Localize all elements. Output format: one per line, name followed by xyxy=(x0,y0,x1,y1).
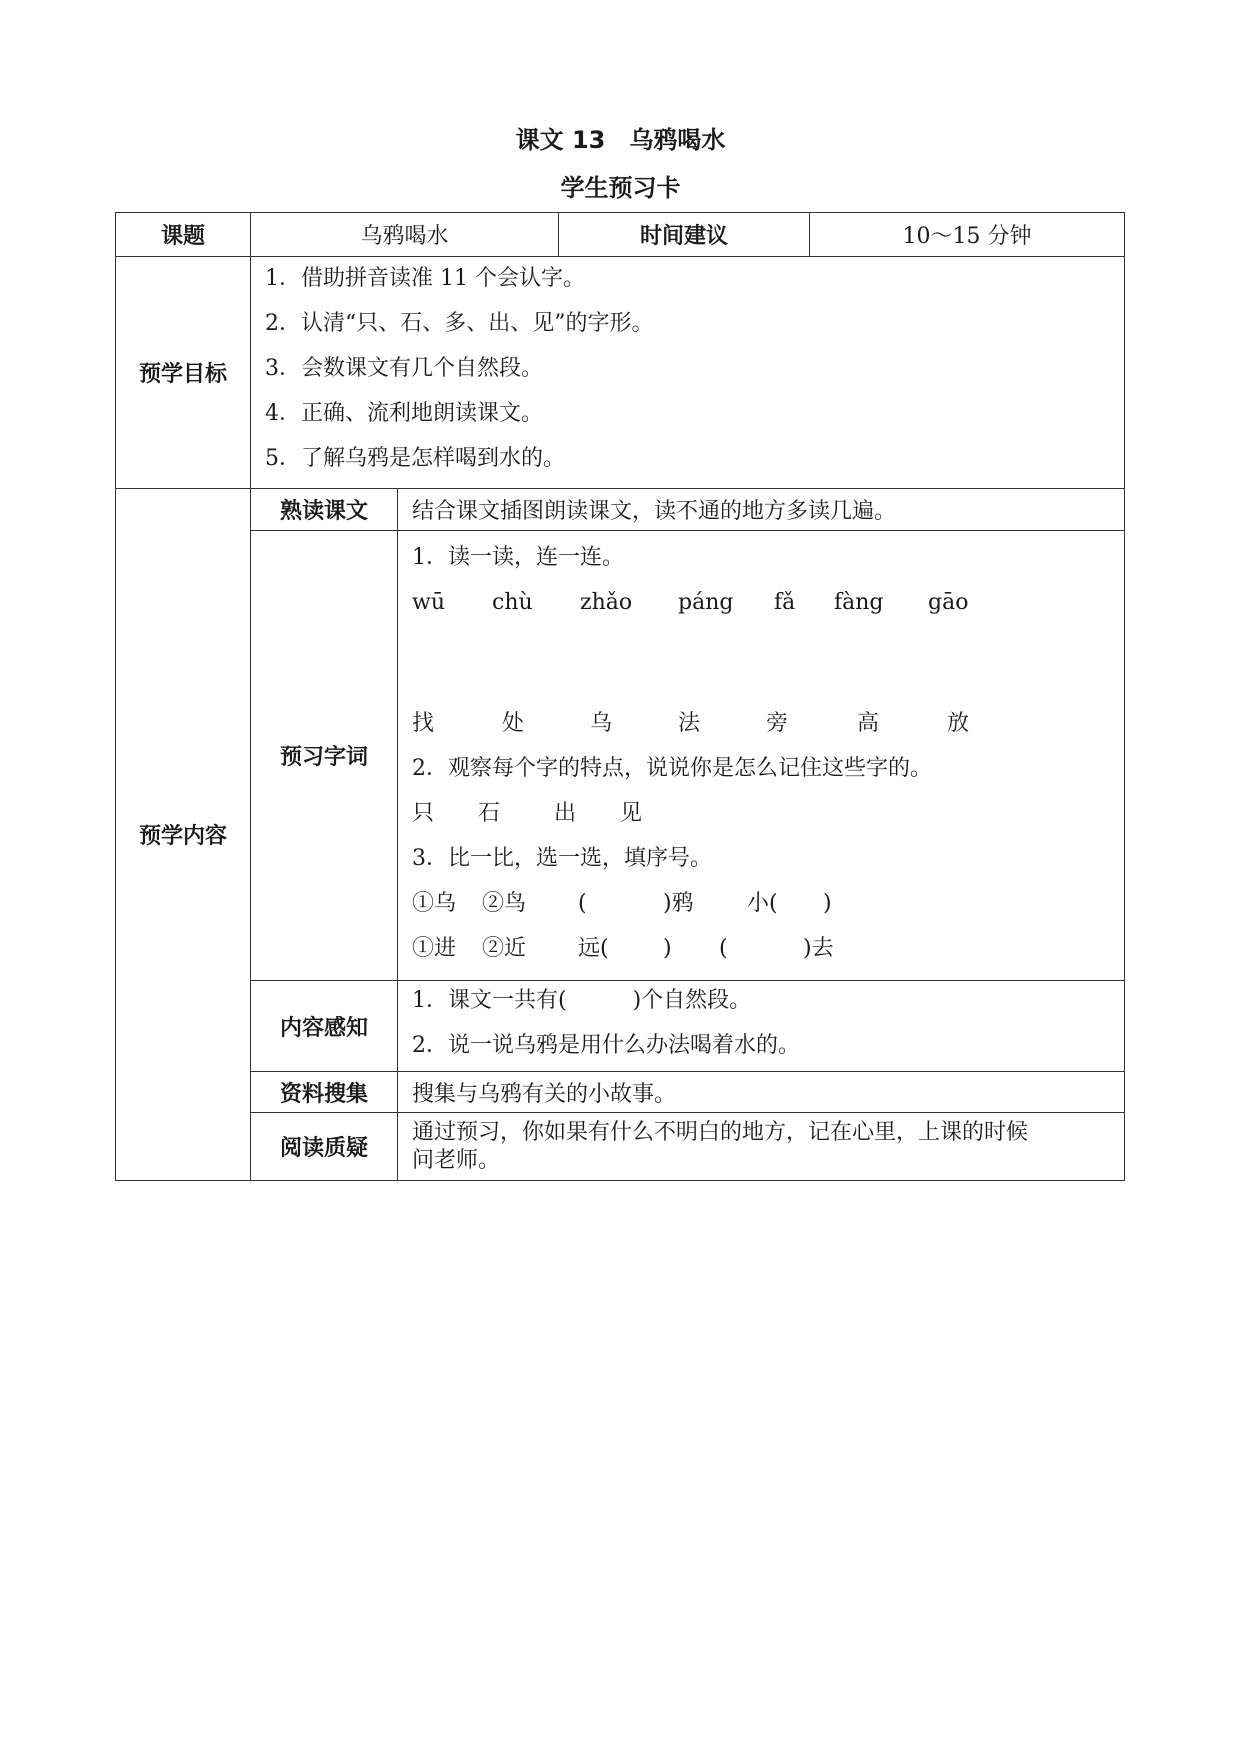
question-label: 阅读质疑 xyxy=(251,1113,398,1181)
compare-item: 小( xyxy=(747,890,778,916)
question-row xyxy=(116,1113,1125,1181)
topic-value: 乌鸦喝水 xyxy=(251,213,559,257)
words-content xyxy=(398,531,1125,981)
perception-row xyxy=(116,981,1125,1072)
char-row xyxy=(412,704,1124,749)
pinyin-item: wū xyxy=(412,589,445,615)
topic-label: 课题 xyxy=(116,213,251,257)
memo-char: 见 xyxy=(620,800,643,826)
pinyin-item: gāo xyxy=(928,589,969,615)
perception-label: 内容感知 xyxy=(251,981,398,1072)
char-item: 放 xyxy=(947,710,970,736)
goals-label: 预学目标 xyxy=(116,257,251,489)
char-item: 处 xyxy=(502,710,525,736)
perception-item: 1．课文一共有( )个自然段。 xyxy=(412,988,752,1013)
goal-item: 4．正确、流利地朗读课文。 xyxy=(265,401,543,426)
question-line: 通过预习，你如果有什么不明白的地方，记在心里，上课的时候 xyxy=(412,1119,1029,1145)
words-row xyxy=(116,531,1125,981)
compare-item: ①进 xyxy=(412,935,457,961)
goal-item: 1．借助拼音读准 11 个会认字。 xyxy=(265,266,585,291)
compare-item: )去 xyxy=(803,935,834,961)
page-subtitle: 学生预习卡 xyxy=(560,174,681,202)
compare-row-1 xyxy=(412,884,1124,929)
compare-row-2 xyxy=(412,929,1124,974)
compare-item: ) xyxy=(823,890,832,916)
content-label: 预学内容 xyxy=(116,489,251,1181)
memo-char-row xyxy=(412,794,1124,839)
reading-label: 熟读课文 xyxy=(251,489,398,531)
matching-space xyxy=(412,628,1124,704)
pinyin-item: chù xyxy=(492,589,533,615)
task-2: 2．观察每个字的特点，说说你是怎么记住这些字的。 xyxy=(412,755,932,781)
collect-text: 搜集与乌鸦有关的小故事。 xyxy=(398,1072,1125,1113)
char-item: 乌 xyxy=(590,710,613,736)
char-item: 找 xyxy=(412,710,435,736)
task-1: 1．读一读，连一连。 xyxy=(412,544,624,570)
collect-row xyxy=(116,1072,1125,1113)
memo-char: 出 xyxy=(554,800,577,826)
goal-item: 2．认清“只、石、多、出、见”的字形。 xyxy=(265,311,654,336)
info-row xyxy=(116,213,1125,257)
memo-char: 只 xyxy=(412,800,435,826)
time-label: 时间建议 xyxy=(559,213,810,257)
compare-item: )鸦 xyxy=(663,890,694,916)
pinyin-item: fǎ xyxy=(774,589,796,615)
perception-item: 2．说一说乌鸦是用什么办法喝着水的。 xyxy=(412,1033,800,1058)
task-3: 3．比一比，选一选，填序号。 xyxy=(412,845,712,871)
goals-row xyxy=(116,257,1125,489)
goal-item: 3．会数课文有几个自然段。 xyxy=(265,356,543,381)
compare-item: ( xyxy=(578,890,587,916)
compare-item: ②鸟 xyxy=(482,890,527,916)
compare-item: 远( xyxy=(578,935,609,961)
compare-item: ( xyxy=(719,935,728,961)
collect-label: 资料搜集 xyxy=(251,1072,398,1113)
compare-item: ) xyxy=(663,935,672,961)
char-item: 旁 xyxy=(766,710,789,736)
char-item: 法 xyxy=(678,710,701,736)
reading-row xyxy=(116,489,1125,531)
perception-content xyxy=(398,981,1125,1072)
page-title: 课文 13 乌鸦喝水 xyxy=(515,126,726,154)
preview-card-table xyxy=(115,212,1125,1181)
pinyin-item: fàng xyxy=(834,589,884,615)
pinyin-row xyxy=(412,583,1124,628)
question-line: 问老师。 xyxy=(412,1147,501,1173)
time-value: 10～15 分钟 xyxy=(810,213,1125,257)
goals-list xyxy=(251,257,1125,489)
memo-char: 石 xyxy=(478,800,501,826)
char-item: 高 xyxy=(857,710,880,736)
compare-item: ①乌 xyxy=(412,890,457,916)
question-content xyxy=(398,1113,1125,1181)
goal-item: 5．了解乌鸦是怎样喝到水的。 xyxy=(265,446,565,471)
pinyin-item: páng xyxy=(678,589,734,615)
pinyin-item: zhǎo xyxy=(580,589,633,615)
reading-text: 结合课文插图朗读课文，读不通的地方多读几遍。 xyxy=(398,489,1125,531)
compare-item: ②近 xyxy=(482,935,527,961)
words-label: 预习字词 xyxy=(251,531,398,981)
